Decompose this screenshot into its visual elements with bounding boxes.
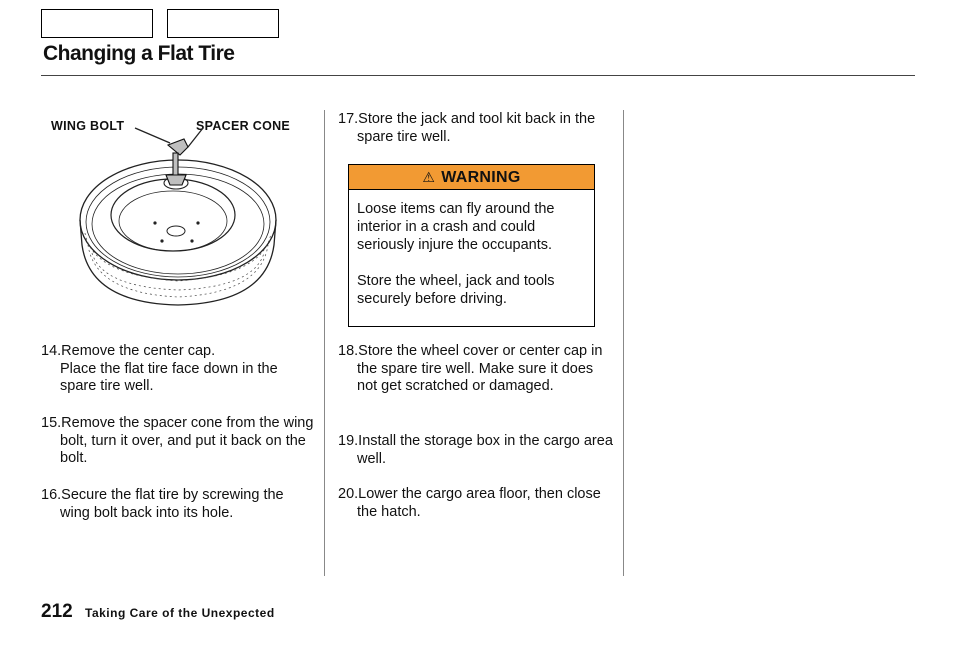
step-15: 15. Remove the spacer cone from the wing bolt, turn it over, and put it back on the bolt. — [41, 415, 314, 466]
spare-tire-illustration — [70, 125, 290, 310]
warning-paragraph-1: Loose items can fly around the interior in a crash and could seriously injure the occupants. — [357, 201, 555, 253]
wing-bolt-leader-line — [135, 128, 170, 143]
warning-label: WARNING — [441, 169, 521, 186]
warning-header — [349, 165, 594, 190]
warning-triangle-icon: ⚠ — [422, 169, 436, 185]
step-14: 14.Remove the center cap. Place the flat tire face down in the spare tire well. — [41, 343, 316, 396]
figure-label-wing-bolt: WING BOLT — [51, 119, 125, 133]
header-tab-box-1 — [41, 9, 153, 38]
wing-bolt-icon — [166, 139, 188, 185]
step-14-note: Place the flat tire face down in the spare tire well. — [60, 360, 278, 394]
warning-paragraph-2: Store the wheel, jack and tools securely before driving. — [357, 273, 555, 307]
column-divider-2 — [623, 110, 624, 576]
title-divider — [41, 75, 915, 76]
spacer-cone-leader-line — [188, 128, 203, 147]
rim-opening — [111, 179, 235, 251]
figure-label-spacer-cone: SPACER CONE — [196, 119, 291, 133]
page-number: 212 — [41, 601, 73, 622]
spacer-cone-icon — [166, 175, 186, 185]
step-20: 20. Lower the cargo area floor, then close the hatch. — [338, 486, 601, 520]
step-17: 17. Store the jack and tool kit back in the spare tire well. — [338, 111, 596, 145]
section-name: Taking Care of the Unexpected — [85, 606, 275, 620]
warning-box — [348, 164, 595, 327]
step-18: 18. Store the wheel cover or center cap in the spare tire well. Make sure it does not get scratched or damaged. — [338, 343, 603, 394]
step-19: 19. Install the storage box in the cargo area well. — [338, 433, 613, 467]
page-title: Changing a Flat Tire — [43, 42, 235, 65]
header-tab-box-2 — [167, 9, 279, 38]
column-divider-1 — [324, 110, 325, 576]
step-16: 16. Secure the flat tire by screwing the wing bolt back into its hole. — [41, 487, 284, 521]
